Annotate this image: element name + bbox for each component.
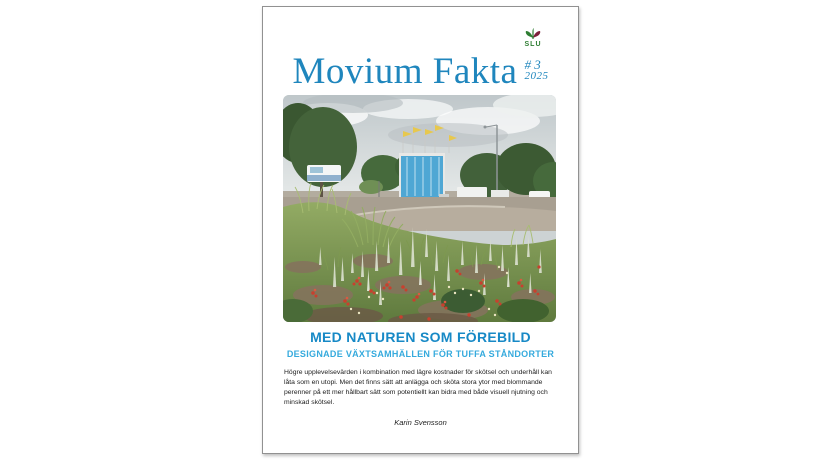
publication-title: Movium Fakta bbox=[292, 51, 518, 92]
cover-subheadline: DESIGNADE VÄXTSAMHÄLLEN FÖR TUFFA STÅNDORTER bbox=[286, 349, 555, 359]
cover-photo bbox=[283, 95, 556, 322]
author-byline: Karin Svensson bbox=[394, 418, 447, 427]
issue-year: 2025 bbox=[524, 70, 549, 82]
slu-logo-text: SLU bbox=[524, 41, 542, 48]
cover-headline: MED NATUREN SOM FÖREBILD bbox=[310, 329, 531, 345]
masthead bbox=[263, 53, 578, 90]
publication-cover-page bbox=[262, 6, 579, 454]
issue-number: # 3 bbox=[524, 57, 541, 72]
cover-photo-illustration bbox=[283, 95, 556, 322]
slu-logo-icon bbox=[524, 27, 542, 40]
intro-paragraph: Högre upplevelsevärden i kombination med lägre kostnader för skötsel och underhåll kan låta som en utopi. Men det finns sätt att anlägga och sköta stora ytor med blommande perenner på ett mer hållbart sätt som potentiellt kan bidra med både visuell njutning och minskad skötsel. bbox=[284, 369, 552, 407]
issue-block bbox=[524, 58, 548, 82]
slu-logo bbox=[514, 27, 552, 48]
